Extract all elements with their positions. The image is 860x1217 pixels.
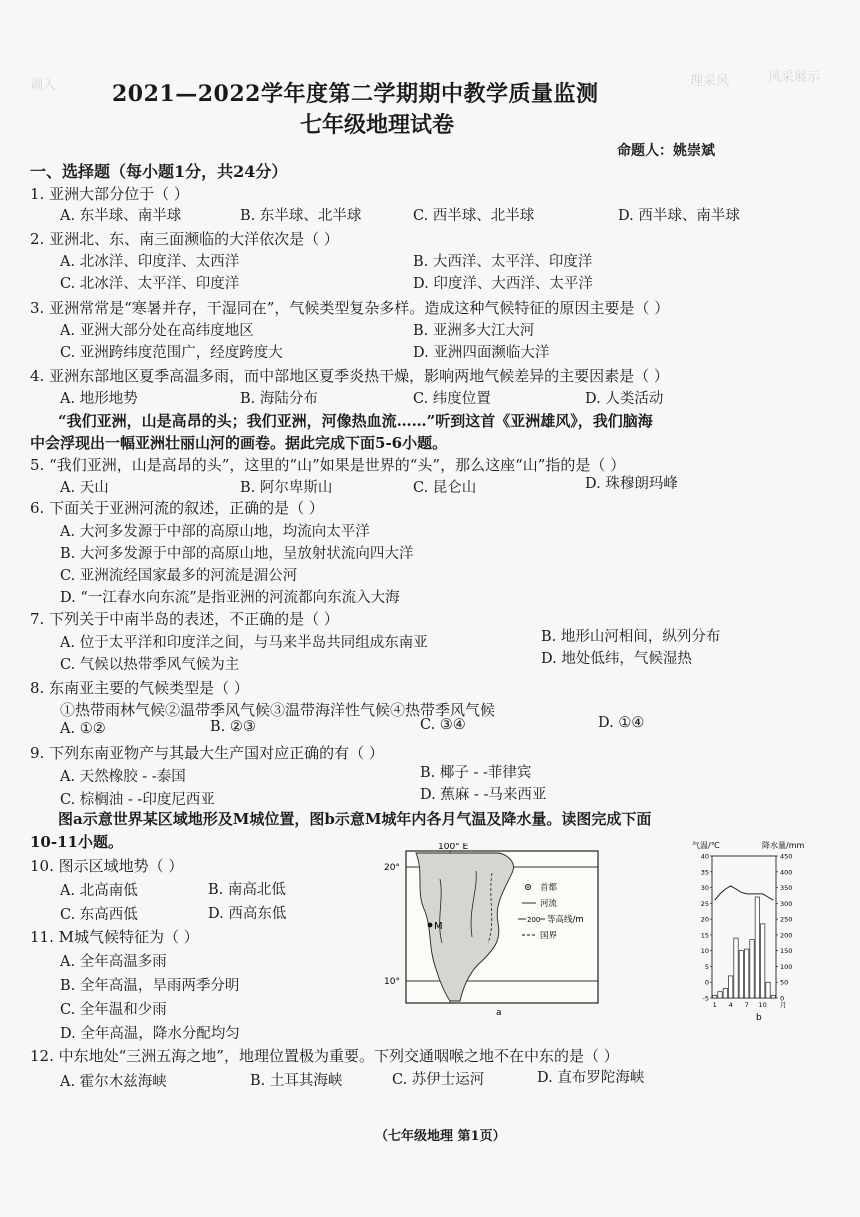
option: A. ①② [60, 721, 106, 737]
precip-bar [766, 982, 770, 998]
option: C. 北冰洋、太平洋、印度洋 [60, 276, 240, 292]
map-svg [380, 843, 602, 1018]
legend-label: 河流 [540, 899, 558, 909]
question-stem: 6. 下面关于亚洲河流的叙述，正确的是（ ） [30, 499, 324, 517]
left-tick-label: 10 [700, 947, 709, 956]
option: A. 东半球、南半球 [60, 208, 182, 224]
option: C. 苏伊士运河 [392, 1072, 485, 1088]
right-tick-label: 50 [780, 978, 789, 987]
passage: 图a示意世界某区域地形及M城位置，图b示意M城年内各月气温及降水量。读图完成下面 [58, 810, 652, 828]
precip-bar [739, 951, 743, 998]
passage: 中会浮现出一幅亚洲壮丽山河的画卷。据此完成下面5-6小题。 [30, 434, 448, 452]
option: A. 大河多发源于中部的高原山地，均流向太平洋 [60, 524, 370, 540]
question-stem: 9. 下列东南亚物产与其最大生产国对应正确的有（ ） [30, 744, 384, 762]
option: D. 印度洋、大西洋、太平洋 [413, 276, 593, 292]
option: A. 北冰洋、印度洋、太西洋 [60, 254, 240, 270]
option: B. 土耳其海峡 [250, 1073, 343, 1089]
exam-title: 2021—2022学年度第二学期期中教学质量监测 [112, 81, 599, 107]
question-sub: ①热带雨林气候②温带季风气候③温带海洋性气候④热带季风气候 [60, 701, 496, 719]
figure-b-chart [690, 838, 810, 1023]
option: C. 全年温和少雨 [60, 1002, 167, 1018]
option: C. 纬度位置 [413, 391, 491, 407]
option: A. 霍尔木兹海峡 [60, 1074, 167, 1090]
option: B. ②③ [210, 719, 256, 735]
precip-bar [745, 949, 749, 998]
question-stem: 10. 图示区域地势（ ） [30, 857, 184, 875]
option: D. “一江春水向东流”是指亚洲的河流都向东流入大海 [60, 590, 400, 606]
option: B. 大河多发源于中部的高原山地，呈放射状流向四大洋 [60, 546, 414, 562]
left-tick-label: 0 [704, 978, 709, 987]
x-tick-label: 7 [744, 1001, 749, 1009]
precip-bar [755, 897, 759, 998]
passage: “我们亚洲，山是高昂的头；我们亚洲，河像热血流……”听到这首《亚洲雄风》，我们脑海 [58, 412, 653, 430]
option: D. 西高东低 [208, 906, 287, 922]
option: D. 西半球、南半球 [618, 208, 740, 224]
option: A. 地形地势 [60, 391, 138, 407]
option: C. 西半球、北半球 [413, 208, 535, 224]
city-m-label: M [434, 921, 443, 932]
option: B. 南高北低 [208, 882, 286, 898]
temperature-line [715, 886, 774, 900]
option: C. 亚洲流经国家最多的河流是湄公河 [60, 568, 298, 584]
precip-bar [750, 940, 754, 998]
option: A. 北高南低 [60, 883, 138, 899]
option: B. 东半球、北半球 [240, 208, 362, 224]
precip-bar [713, 995, 717, 998]
option: B. 地形山河相间，纵列分布 [541, 629, 721, 645]
question-stem: 2. 亚洲北、东、南三面濒临的大洋依次是（ ） [30, 230, 339, 248]
option: B. 全年高温，旱雨两季分明 [60, 978, 240, 994]
option: C. 东高西低 [60, 907, 138, 923]
option: B. 椰子 - -菲律宾 [420, 765, 532, 781]
lon-label: 100° E [438, 843, 469, 852]
question-stem: 7. 下列关于中南半岛的表述，不正确的是（ ） [30, 610, 339, 628]
option: D. 地处低纬，气候湿热 [541, 651, 692, 667]
plot-frame [712, 856, 776, 998]
legend-label: 等高线/m [547, 915, 584, 925]
figure-caption: a [496, 1008, 502, 1018]
left-tick-label: 5 [704, 962, 709, 971]
option: A. 亚洲大部分处在高纬度地区 [60, 323, 254, 339]
option: D. 珠穆朗玛峰 [585, 476, 678, 492]
question-stem: 3. 亚洲常常是“寒暑并存，干湿同在”，气候类型复杂多样。造成这种气候特征的原因主要是（ ） [30, 299, 670, 317]
question-stem: 11. M城气候特征为（ ） [30, 928, 199, 946]
option: C. ③④ [420, 717, 466, 733]
question-stem: 4. 亚洲东部地区夏季高温多雨，而中部地区夏季炎热干燥，影响两地气候差异的主要因素是（ ） [30, 367, 669, 385]
section-heading: 一、选择题（每小题1分，共24分） [30, 162, 288, 181]
x-tick-label: 10 [758, 1001, 767, 1009]
x-tick-label: 4 [728, 1001, 733, 1009]
option: C. 棕榈油 - -印度尼西亚 [60, 792, 215, 808]
precip-bar [718, 992, 722, 998]
bleed-text: 理采风 [690, 74, 730, 89]
option: D. 亚洲四面濒临大洋 [413, 345, 550, 361]
option: A. 位于太平洋和印度洋之间，与马来半岛共同组成东南亚 [60, 635, 428, 651]
left-axis-title: 气温/℃ [692, 841, 720, 850]
option: C. 昆仑山 [413, 480, 477, 496]
lat-top-label: 20° [384, 863, 400, 873]
option: C. 亚洲跨纬度范围广，经度跨度大 [60, 345, 283, 361]
bleed-text: 风采展示 [768, 70, 821, 85]
chart-plot [701, 853, 793, 1010]
right-tick-label: 350 [780, 884, 793, 893]
page-footer: （七年级地理 第1页） [375, 1129, 506, 1144]
left-tick-label: 30 [700, 884, 709, 893]
lat-bottom-label: 10° [384, 977, 400, 987]
climate-chart-svg [690, 838, 810, 1023]
left-tick-label: -5 [702, 994, 709, 1003]
right-axis-title: 降水量/mm [762, 841, 805, 850]
option: D. 直布罗陀海峡 [537, 1070, 645, 1086]
legend-value: 200 [527, 916, 541, 924]
option: D. 蕉麻 - -马来西亚 [420, 787, 547, 803]
right-tick-label: 0 [780, 994, 785, 1003]
left-tick-label: 25 [700, 899, 709, 908]
bleed-text: 调入 [30, 78, 57, 93]
option: B. 海陆分布 [240, 391, 318, 407]
right-tick-label: 450 [780, 852, 793, 861]
exam-subtitle: 七年级地理试卷 [300, 112, 455, 138]
option: A. 全年高温多雨 [60, 954, 167, 970]
question-stem: 5. “我们亚洲，山是高昂的头”，这里的“山”如果是世界的“头”，那么这座“山”指的是（ ） [30, 456, 626, 474]
left-tick-label: 15 [700, 931, 709, 940]
option: A. 天然橡胶 - -泰国 [60, 769, 186, 785]
right-tick-label: 400 [780, 868, 793, 877]
figure-a-map [380, 843, 602, 1018]
left-tick-label: 20 [700, 915, 709, 924]
precip-bar [761, 924, 765, 998]
option: D. 人类活动 [585, 391, 664, 407]
city-m-marker [428, 923, 433, 928]
precip-bar [771, 995, 775, 998]
author: 命题人：姚崇斌 [617, 143, 715, 159]
question-stem: 12. 中东地处“三洲五海之地”，地理位置极为重要。下列交通咽喉之地不在中东的是（ ） [30, 1047, 619, 1065]
option: D. 全年高温，降水分配均匀 [60, 1026, 240, 1042]
x-tick-label: 1 [712, 1001, 717, 1009]
left-tick-label: 40 [700, 852, 709, 861]
right-tick-label: 250 [780, 915, 793, 924]
precip-bar [723, 989, 727, 998]
option: C. 气候以热带季风气候为主 [60, 657, 240, 673]
right-tick-label: 200 [780, 931, 793, 940]
option: B. 亚洲多大江大河 [413, 323, 535, 339]
option: B. 大西洋、太平洋、印度洋 [413, 254, 593, 270]
passage: 10-11小题。 [30, 833, 123, 851]
option: B. 阿尔卑斯山 [240, 480, 333, 496]
right-tick-label: 100 [780, 962, 793, 971]
option: D. ①④ [598, 715, 645, 731]
left-tick-label: 35 [700, 868, 709, 877]
x-unit-label: 月 [780, 1001, 787, 1009]
question-stem: 8. 东南亚主要的气候类型是（ ） [30, 679, 249, 697]
legend-label: 首都 [540, 883, 558, 893]
legend-label: 国界 [540, 931, 558, 941]
precip-bar [729, 976, 733, 998]
precip-bar [734, 938, 738, 998]
option: A. 天山 [60, 480, 109, 496]
right-tick-label: 150 [780, 947, 793, 956]
question-stem: 1. 亚洲大部分位于（ ） [30, 185, 189, 203]
figure-caption: b [756, 1013, 762, 1023]
right-tick-label: 300 [780, 899, 793, 908]
